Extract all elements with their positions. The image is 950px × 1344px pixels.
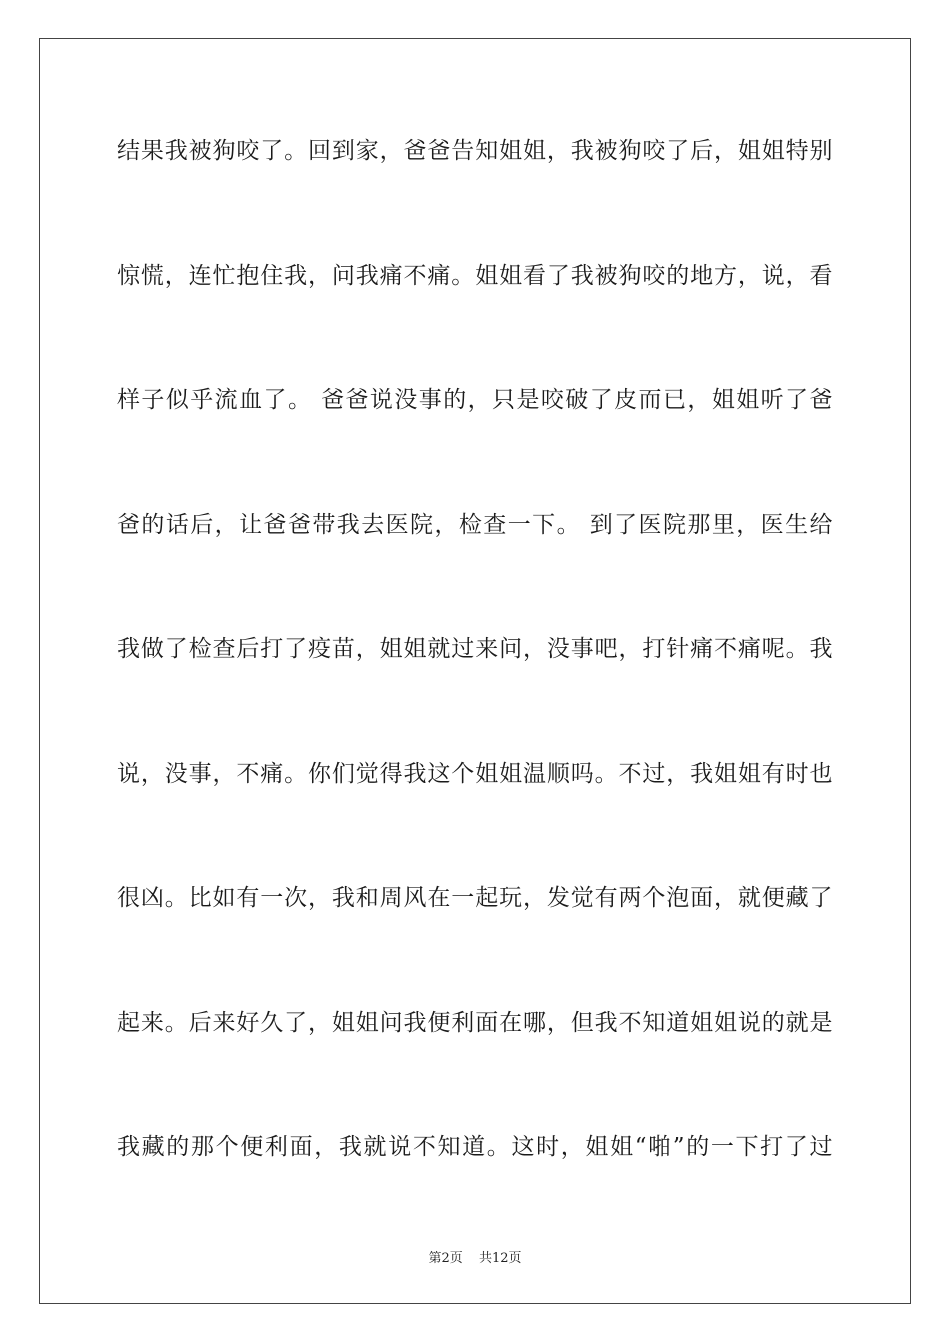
text-line: 惊慌，连忙抱住我，问我痛不痛。姐姐看了我被狗咬的地方，说，看 — [117, 262, 833, 289]
text-line: 我藏的那个便利面，我就说不知道。这时，姐姐“啪”的一下打了过 — [117, 1134, 833, 1160]
document-body — [117, 128, 833, 1249]
page-footer — [0, 1247, 950, 1266]
text-line: 说，没事，不痛。你们觉得我这个姐姐温顺吗。不过，我姐姐有时也 — [117, 760, 833, 787]
text-line: 很凶。比如有一次，我和周风在一起玩，发觉有两个泡面，就便藏了 — [117, 885, 833, 911]
page-number: 第2页 — [428, 1251, 463, 1266]
page-total: 共12页 — [478, 1251, 522, 1266]
text-line: 结果我被狗咬了。回到家，爸爸告知姐姐，我被狗咬了后，姐姐特别 — [117, 138, 833, 164]
text-line: 样子似乎流血了。 爸爸说没事的，只是咬破了皮而已，姐姐听了爸 — [117, 387, 833, 413]
text-line: 起来。后来好久了，姐姐问我便利面在哪，但我不知道姐姐说的就是 — [117, 1009, 833, 1036]
text-line: 爸的话后，让爸爸带我去医院，检查一下。 到了医院那里，医生给 — [117, 511, 833, 538]
text-line: 我做了检查后打了疫苗，姐姐就过来问，没事吧，打针痛不痛呢。我 — [117, 636, 833, 662]
